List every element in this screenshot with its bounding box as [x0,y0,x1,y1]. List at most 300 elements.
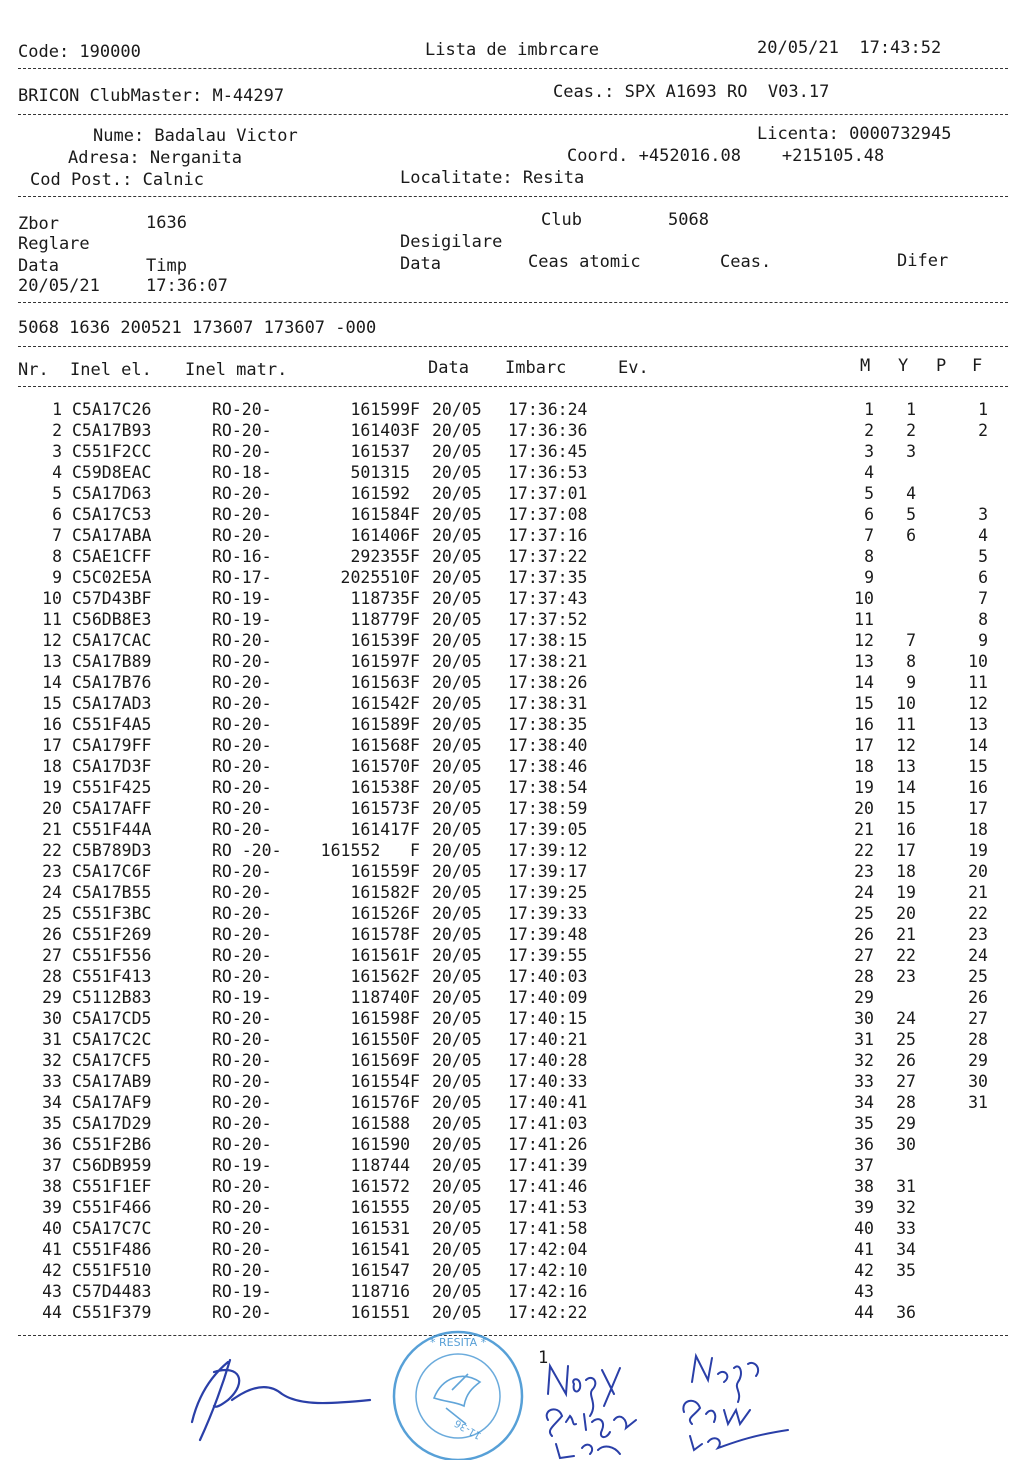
ring-number: 118740F [350,988,420,1007]
arrival-time: 17:40:09 [508,988,588,1007]
ring-number: 161541 [350,1240,420,1259]
ring-number: 161573F [350,799,420,818]
table-row [0,1239,1024,1260]
rank-m: 26 [854,925,874,944]
electronic-ring: C5112B83 [72,988,152,1007]
row-number: 33 [42,1072,62,1091]
arrival-time: 17:42:22 [508,1303,588,1322]
arrival-date: 20/05 [432,988,482,1007]
ring-number: 2025510F [340,568,420,587]
arrival-date: 20/05 [432,1135,482,1154]
unsealing-label: Desigilare [400,232,503,252]
rank-f: 21 [968,883,988,902]
electronic-ring: C5A17CD5 [72,1009,152,1028]
arrival-time: 17:39:48 [508,925,588,944]
arrival-time: 17:37:52 [508,610,588,629]
arrival-date: 20/05 [432,1198,482,1217]
table-row [0,525,1024,546]
ring-prefix: RO-20- [212,1093,272,1112]
ring-prefix: RO -20- [212,841,282,860]
ring-number: 161552 F [320,841,420,860]
rank-f: 18 [968,820,988,839]
table-row [0,1113,1024,1134]
arrival-date: 20/05 [432,1240,482,1259]
arrival-time: 17:40:03 [508,967,588,986]
ring-prefix: RO-20- [212,715,272,734]
rank-f: 17 [968,799,988,818]
arrival-date: 20/05 [432,589,482,608]
arrival-time: 17:38:21 [508,652,588,671]
row-number: 9 [52,568,62,587]
arrival-time: 17:36:45 [508,442,588,461]
ring-number: 161589F [350,715,420,734]
table-row [0,714,1024,735]
rank-y: 14 [896,778,916,797]
owner-address: Adresa: Nerganita [68,148,242,168]
arrival-date: 20/05 [432,736,482,755]
ring-prefix: RO-20- [212,673,272,692]
electronic-ring: C551F3BC [72,904,152,923]
rank-m: 5 [864,484,874,503]
arrival-time: 17:38:31 [508,694,588,713]
col-f: F [972,356,983,376]
table-row [0,840,1024,861]
signature-middle [540,1360,670,1460]
row-number: 13 [42,652,62,671]
row-number: 30 [42,1009,62,1028]
arrival-time: 17:37:43 [508,589,588,608]
rank-y: 21 [896,925,916,944]
ring-number: 161576F [350,1093,420,1112]
electronic-ring: C5C02E5A [72,568,152,587]
table-row [0,1197,1024,1218]
row-number: 44 [42,1303,62,1322]
rank-y: 24 [896,1009,916,1028]
electronic-ring: C551F2CC [72,442,152,461]
ring-number: 161598F [350,1009,420,1028]
ring-prefix: RO-20- [212,1114,272,1133]
arrival-time: 17:38:15 [508,631,588,650]
arrival-date: 20/05 [432,1282,482,1301]
ring-number: 161542F [350,694,420,713]
ring-number: 161531 [350,1219,420,1238]
ring-prefix: RO-20- [212,862,272,881]
arrival-date: 20/05 [432,1093,482,1112]
document-title: Lista de imbrcare [425,40,599,60]
table-row [0,483,1024,504]
electronic-ring: C56DB8E3 [72,610,152,629]
rank-y: 25 [896,1030,916,1049]
ring-number: 161539F [350,631,420,650]
ring-prefix: RO-20- [212,757,272,776]
row-number: 19 [42,778,62,797]
table-row [0,735,1024,756]
electronic-ring: C5A17ABA [72,526,152,545]
rank-y: 9 [906,673,916,692]
table-row [0,1260,1024,1281]
arrival-time: 17:37:08 [508,505,588,524]
arrival-date: 20/05 [432,883,482,902]
divider [18,302,1008,303]
table-row [0,903,1024,924]
ring-number: 161592 [350,484,420,503]
electronic-ring: C5A17C7C [72,1219,152,1238]
rank-y: 19 [896,883,916,902]
rank-y: 2 [906,421,916,440]
ring-prefix: RO-20- [212,484,272,503]
table-row [0,546,1024,567]
setting-date: 20/05/21 [18,276,100,296]
arrival-date: 20/05 [432,1009,482,1028]
arrival-time: 17:42:04 [508,1240,588,1259]
ring-number: 161526F [350,904,420,923]
table-row [0,1029,1024,1050]
table-row [0,819,1024,840]
clock-id: Ceas.: SPX A1693 RO V03.17 [553,82,830,102]
arrival-time: 17:40:41 [508,1093,588,1112]
electronic-ring: C551F4A5 [72,715,152,734]
arrival-date: 20/05 [432,1303,482,1322]
electronic-ring: C551F2B6 [72,1135,152,1154]
rank-y: 16 [896,820,916,839]
arrival-time: 17:36:36 [508,421,588,440]
table-row [0,609,1024,630]
flight-number: 1636 [146,213,187,233]
table-row [0,1008,1024,1029]
rank-m: 17 [854,736,874,755]
rank-m: 40 [854,1219,874,1238]
row-number: 5 [52,484,62,503]
row-number: 43 [42,1282,62,1301]
signature-right [678,1352,818,1452]
ring-prefix: RO-16- [212,547,272,566]
locality: Localitate: Resita [400,168,585,188]
table-row [0,672,1024,693]
arrival-time: 17:38:46 [508,757,588,776]
rank-y: 20 [896,904,916,923]
electronic-ring: C551F486 [72,1240,152,1259]
arrival-time: 17:40:33 [508,1072,588,1091]
owner-postcode: Cod Post.: Calnic [30,170,204,190]
ring-number: 161537 [350,442,420,461]
rank-f: 1 [978,400,988,419]
rank-m: 3 [864,442,874,461]
rank-y: 27 [896,1072,916,1091]
rank-y: 7 [906,631,916,650]
row-number: 36 [42,1135,62,1154]
rank-f: 14 [968,736,988,755]
row-number: 31 [42,1030,62,1049]
row-number: 41 [42,1240,62,1259]
row-number: 2 [52,421,62,440]
rank-y: 15 [896,799,916,818]
svg-text:11-36: 11-36 [452,1416,484,1441]
col-m: M [860,356,871,376]
row-number: 38 [42,1177,62,1196]
arrival-date: 20/05 [432,1072,482,1091]
rank-m: 11 [854,610,874,629]
arrival-date: 20/05 [432,946,482,965]
electronic-ring: C5A17D3F [72,757,152,776]
arrival-date: 20/05 [432,400,482,419]
arrival-date: 20/05 [432,757,482,776]
arrival-date: 20/05 [432,799,482,818]
time-label: Timp [146,256,187,276]
arrival-time: 17:36:24 [508,400,588,419]
rank-m: 13 [854,652,874,671]
rank-y: 33 [896,1219,916,1238]
rank-m: 1 [864,400,874,419]
electronic-ring: C57D43BF [72,589,152,608]
row-number: 39 [42,1198,62,1217]
ring-number: 161561F [350,946,420,965]
table-row [0,798,1024,819]
rank-f: 22 [968,904,988,923]
ring-number: 161590 [350,1135,420,1154]
rank-f: 12 [968,694,988,713]
ring-number: 161547 [350,1261,420,1280]
ring-prefix: RO-20- [212,1261,272,1280]
divider [18,346,1008,347]
rank-f: 4 [978,526,988,545]
ring-number: 161417F [350,820,420,839]
arrival-date: 20/05 [432,526,482,545]
arrival-time: 17:38:59 [508,799,588,818]
row-number: 21 [42,820,62,839]
arrival-time: 17:37:01 [508,484,588,503]
table-row [0,1155,1024,1176]
divider [18,68,1008,69]
divider [18,114,1008,115]
page-number: 1 [538,1348,549,1368]
ring-prefix: RO-20- [212,505,272,524]
ring-number: 161555 [350,1198,420,1217]
ring-prefix: RO-20- [212,631,272,650]
rank-m: 8 [864,547,874,566]
rank-m: 24 [854,883,874,902]
rank-f: 26 [968,988,988,1007]
arrival-time: 17:37:16 [508,526,588,545]
rank-m: 31 [854,1030,874,1049]
arrival-date: 20/05 [432,694,482,713]
table-row [0,441,1024,462]
electronic-ring: C5A17B93 [72,421,152,440]
electronic-ring: C5A17D63 [72,484,152,503]
table-row [0,1134,1024,1155]
ring-prefix: RO-18- [212,463,272,482]
ring-prefix: RO-19- [212,988,272,1007]
col-ev: Ev. [618,358,649,378]
arrival-date: 20/05 [432,862,482,881]
ring-number: 161572 [350,1177,420,1196]
ring-prefix: RO-20- [212,925,272,944]
table-row [0,1071,1024,1092]
arrival-date: 20/05 [432,442,482,461]
rank-m: 43 [854,1282,874,1301]
unseal-date-label: Data [400,254,441,274]
rank-m: 33 [854,1072,874,1091]
ring-prefix: RO-20- [212,1030,272,1049]
table-row [0,504,1024,525]
setting-time: 17:36:07 [146,276,228,296]
print-datetime: 20/05/21 17:43:52 [757,38,942,58]
ring-number: 118716 [350,1282,420,1301]
table-row [0,1050,1024,1071]
rank-f: 10 [968,652,988,671]
rank-f: 6 [978,568,988,587]
electronic-ring: C56DB959 [72,1156,152,1175]
rank-f: 15 [968,757,988,776]
electronic-ring: C551F269 [72,925,152,944]
table-row [0,420,1024,441]
ring-prefix: RO-20- [212,799,272,818]
ring-prefix: RO-19- [212,589,272,608]
electronic-ring: C551F466 [72,1198,152,1217]
arrival-date: 20/05 [432,610,482,629]
rank-f: 16 [968,778,988,797]
ring-prefix: RO-20- [212,442,272,461]
rank-f: 19 [968,841,988,860]
row-number: 34 [42,1093,62,1112]
rank-m: 9 [864,568,874,587]
arrival-time: 17:37:22 [508,547,588,566]
rank-f: 28 [968,1030,988,1049]
table-row [0,1302,1024,1323]
arrival-time: 17:38:26 [508,673,588,692]
rank-f: 5 [978,547,988,566]
rank-m: 7 [864,526,874,545]
ring-prefix: RO-20- [212,1303,272,1322]
svg-text:* RESITA *: * RESITA * [430,1336,487,1349]
arrival-time: 17:36:53 [508,463,588,482]
rank-f: 25 [968,967,988,986]
arrival-time: 17:40:21 [508,1030,588,1049]
ring-number: 501315 [350,463,420,482]
electronic-ring: C551F1EF [72,1177,152,1196]
arrival-date: 20/05 [432,1114,482,1133]
rank-y: 22 [896,946,916,965]
rank-y: 34 [896,1240,916,1259]
rank-m: 35 [854,1114,874,1133]
ring-prefix: RO-20- [212,904,272,923]
electronic-ring: C5A17AB9 [72,1072,152,1091]
rank-m: 16 [854,715,874,734]
rank-y: 6 [906,526,916,545]
arrival-time: 17:39:17 [508,862,588,881]
ring-number: 161597F [350,652,420,671]
row-number: 10 [42,589,62,608]
ring-prefix: RO-19- [212,610,272,629]
row-number: 23 [42,862,62,881]
rank-m: 39 [854,1198,874,1217]
arrival-date: 20/05 [432,904,482,923]
ring-number: 161406F [350,526,420,545]
table-row [0,987,1024,1008]
rank-y: 29 [896,1114,916,1133]
arrival-date: 20/05 [432,421,482,440]
table-row [0,945,1024,966]
rank-m: 21 [854,820,874,839]
electronic-ring: C5A17C26 [72,400,152,419]
col-y: Y [898,356,909,376]
rank-f: 9 [978,631,988,650]
arrival-time: 17:41:46 [508,1177,588,1196]
arrival-date: 20/05 [432,631,482,650]
arrival-date: 20/05 [432,820,482,839]
ring-prefix: RO-20- [212,1219,272,1238]
ring-number: 161582F [350,883,420,902]
club-number: 5068 [668,210,709,230]
ring-prefix: RO-20- [212,946,272,965]
rank-m: 20 [854,799,874,818]
flight-summary-line: 5068 1636 200521 173607 173607 -000 [18,318,377,338]
rank-m: 4 [864,463,874,482]
arrival-date: 20/05 [432,841,482,860]
table-row [0,882,1024,903]
arrival-time: 17:39:05 [508,820,588,839]
arrival-date: 20/05 [432,505,482,524]
rank-y: 23 [896,967,916,986]
rank-y: 12 [896,736,916,755]
row-number: 25 [42,904,62,923]
rank-f: 2 [978,421,988,440]
club-stamp [382,1324,532,1460]
arrival-date: 20/05 [432,1219,482,1238]
row-number: 28 [42,967,62,986]
row-number: 17 [42,736,62,755]
arrival-time: 17:39:25 [508,883,588,902]
arrival-date: 20/05 [432,1156,482,1175]
arrival-time: 17:41:26 [508,1135,588,1154]
rank-m: 19 [854,778,874,797]
ring-prefix: RO-19- [212,1282,272,1301]
row-number: 40 [42,1219,62,1238]
ring-number: 161563F [350,673,420,692]
rank-m: 36 [854,1135,874,1154]
ring-number: 118735F [350,589,420,608]
rank-m: 25 [854,904,874,923]
arrival-date: 20/05 [432,568,482,587]
row-number: 22 [42,841,62,860]
rank-y: 30 [896,1135,916,1154]
ring-prefix: RO-20- [212,400,272,419]
table-row [0,756,1024,777]
rank-y: 36 [896,1303,916,1322]
ring-number: 161578F [350,925,420,944]
arrival-date: 20/05 [432,673,482,692]
table-row [0,1218,1024,1239]
arrival-date: 20/05 [432,967,482,986]
rank-y: 8 [906,652,916,671]
row-number: 24 [42,883,62,902]
rank-f: 23 [968,925,988,944]
rank-f: 29 [968,1051,988,1070]
row-number: 18 [42,757,62,776]
ring-prefix: RO-20- [212,526,272,545]
ring-number: 292355F [350,547,420,566]
rank-y: 3 [906,442,916,461]
atomic-clock-label: Ceas atomic [528,252,641,272]
electronic-ring: C551F425 [72,778,152,797]
rank-y: 10 [896,694,916,713]
arrival-time: 17:38:40 [508,736,588,755]
rank-m: 12 [854,631,874,650]
ring-number: 118779F [350,610,420,629]
rank-f: 11 [968,673,988,692]
ring-prefix: RO-20- [212,1072,272,1091]
code-label: Code: 190000 [18,42,141,62]
rank-y: 13 [896,757,916,776]
